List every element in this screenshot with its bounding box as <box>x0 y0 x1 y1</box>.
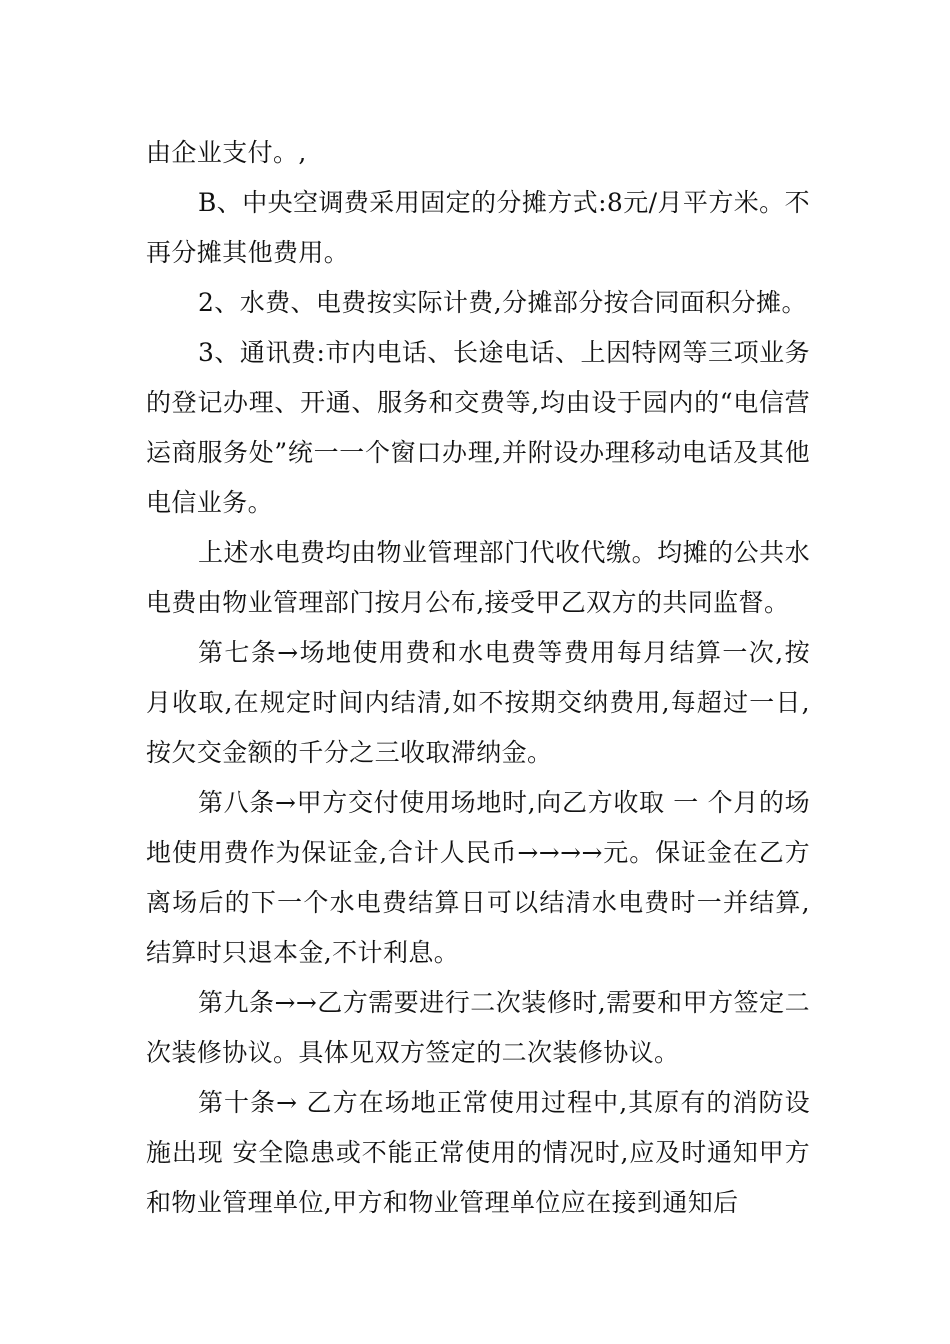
paragraph-article-8: 第八条→甲方交付使用场地时,向乙方收取 一 个月的场地使用费作为保证金,合计人民币→→→→元。保证金在乙方离场后的下一个水电费结算日可以结清水电费时一并结算,结算时只退本金,不计利息。 <box>146 788 810 967</box>
document-body <box>146 128 810 1228</box>
paragraph-article-7: 第七条→场地使用费和水电费等费用每月结算一次,按月收取,在规定时间内结清,如不按期交纳费用,每超过一日,按欠交金额的千分之三收取滞纳金。 <box>146 638 810 767</box>
paragraph-central-ac-fee: B、中央空调费采用固定的分摊方式:8元/月平方米。不再分摊其他费用。 <box>146 188 810 267</box>
paragraph-water-electricity: 2、水费、电费按实际计费,分摊部分按合同面积分摊。 <box>198 288 807 317</box>
paragraph-communication-fee: 3、通讯费:市内电话、长途电话、上因特网等三项业务的登记办理、开通、服务和交费等,均由设于园内的“电信营运商服务处”统一一个窗口办理,并附设办理移动电话及其他电信业务。 <box>146 338 810 517</box>
paragraph-article-9: 第九条→→乙方需要进行二次装修时,需要和甲方签定二次装修协议。具体见双方签定的二次装修协议。 <box>146 988 810 1067</box>
paragraph-article-10: 第十条→ 乙方在场地正常使用过程中,其原有的消防设施出现 安全隐患或不能正常使用的情况时,应及时通知甲方和物业管理单位,甲方和物业管理单位应在接到通知后 <box>146 1088 810 1217</box>
paragraph-continuation: 由企业支付。, <box>146 138 307 167</box>
paragraph-utility-collection: 上述水电费均由物业管理部门代收代缴。均摊的公共水电费由物业管理部门按月公布,接受甲乙双方的共同监督。 <box>146 538 810 617</box>
